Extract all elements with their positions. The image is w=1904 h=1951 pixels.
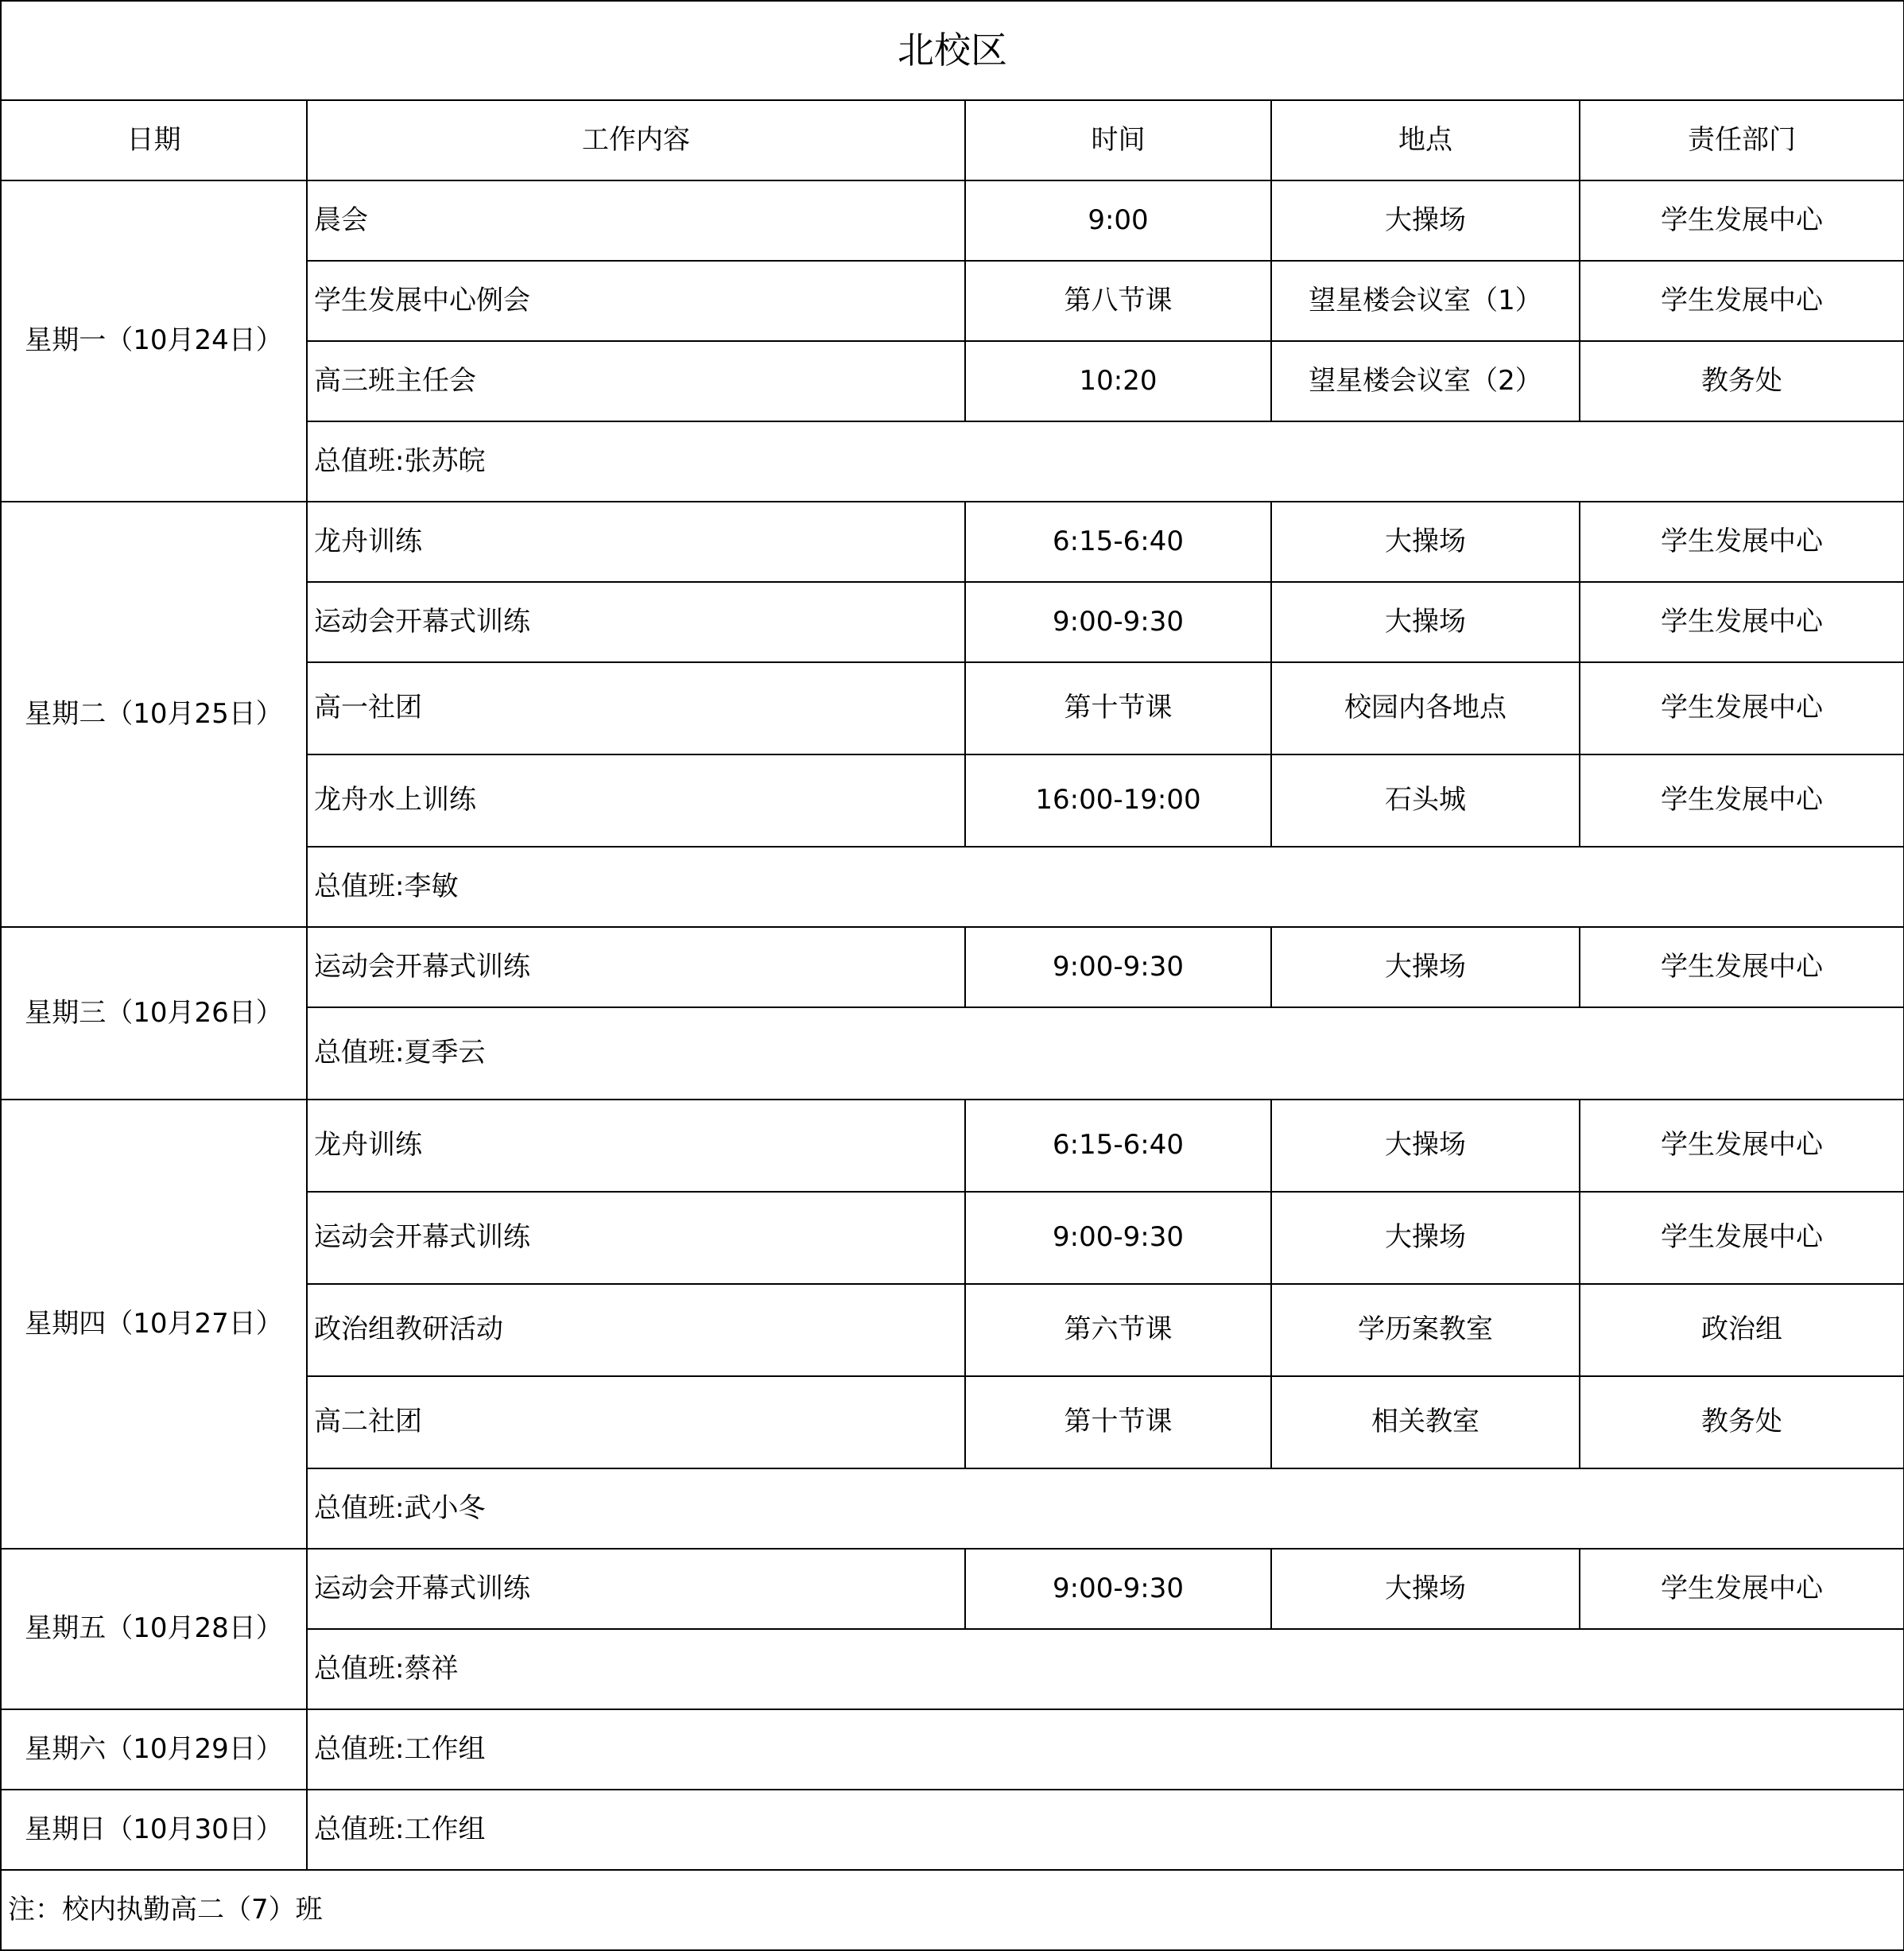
place-cell: 大操场: [1271, 1192, 1580, 1284]
table-row: [1, 927, 1904, 1007]
place-cell: 大操场: [1271, 927, 1580, 1007]
place-cell: 大操场: [1271, 1549, 1580, 1629]
duty-row: [1, 1790, 1904, 1870]
dept-cell: 学生发展中心: [1580, 582, 1904, 662]
time-cell: 第六节课: [965, 1284, 1271, 1376]
dept-cell: 学生发展中心: [1580, 1100, 1904, 1192]
content-cell: 高二社团: [307, 1376, 965, 1468]
dept-cell: 学生发展中心: [1580, 261, 1904, 341]
content-cell: 运动会开幕式训练: [307, 927, 965, 1007]
content-cell: 龙舟训练: [307, 1100, 965, 1192]
header-row: [1, 100, 1904, 180]
content-cell: 高三班主任会: [307, 341, 965, 421]
date-cell: 星期一（10月24日）: [1, 180, 307, 502]
content-cell: 运动会开幕式训练: [307, 582, 965, 662]
duty-cell: 总值班:工作组: [307, 1790, 1904, 1870]
duty-cell: 总值班:工作组: [307, 1709, 1904, 1790]
header-time: 时间: [965, 100, 1271, 180]
time-cell: 10:20: [965, 341, 1271, 421]
duty-cell: 总值班:武小冬: [307, 1468, 1904, 1549]
table-row: [1, 502, 1904, 582]
page-title: 北校区: [1, 1, 1904, 100]
header-dept: 责任部门: [1580, 100, 1904, 180]
content-cell: 晨会: [307, 180, 965, 261]
date-cell: 星期二（10月25日）: [1, 502, 307, 927]
dept-cell: 学生发展中心: [1580, 502, 1904, 582]
place-cell: 大操场: [1271, 1100, 1580, 1192]
content-cell: 龙舟训练: [307, 502, 965, 582]
dept-cell: 教务处: [1580, 341, 1904, 421]
time-cell: 第十节课: [965, 662, 1271, 754]
content-cell: 运动会开幕式训练: [307, 1549, 965, 1629]
duty-cell: 总值班:蔡祥: [307, 1629, 1904, 1709]
place-cell: 望星楼会议室（1）: [1271, 261, 1580, 341]
dept-cell: 学生发展中心: [1580, 662, 1904, 754]
header-place: 地点: [1271, 100, 1580, 180]
date-cell: 星期三（10月26日）: [1, 927, 307, 1100]
time-cell: 16:00-19:00: [965, 754, 1271, 847]
content-cell: 龙舟水上训练: [307, 754, 965, 847]
dept-cell: 学生发展中心: [1580, 1549, 1904, 1629]
table-row: [1, 180, 1904, 261]
place-cell: 大操场: [1271, 582, 1580, 662]
dept-cell: 学生发展中心: [1580, 1192, 1904, 1284]
place-cell: 校园内各地点: [1271, 662, 1580, 754]
table-row: [1, 1549, 1904, 1629]
duty-row: [1, 1709, 1904, 1790]
date-cell: 星期日（10月30日）: [1, 1790, 307, 1870]
time-cell: 6:15-6:40: [965, 1100, 1271, 1192]
table-row: [1, 1100, 1904, 1192]
time-cell: 9:00: [965, 180, 1271, 261]
time-cell: 第八节课: [965, 261, 1271, 341]
content-cell: 高一社团: [307, 662, 965, 754]
date-cell: 星期六（10月29日）: [1, 1709, 307, 1790]
time-cell: 9:00-9:30: [965, 1549, 1271, 1629]
content-cell: 学生发展中心例会: [307, 261, 965, 341]
date-cell: 星期四（10月27日）: [1, 1100, 307, 1549]
time-cell: 9:00-9:30: [965, 582, 1271, 662]
place-cell: 石头城: [1271, 754, 1580, 847]
time-cell: 9:00-9:30: [965, 1192, 1271, 1284]
time-cell: 第十节课: [965, 1376, 1271, 1468]
dept-cell: 学生发展中心: [1580, 180, 1904, 261]
dept-cell: 教务处: [1580, 1376, 1904, 1468]
place-cell: 学历案教室: [1271, 1284, 1580, 1376]
dept-cell: 学生发展中心: [1580, 754, 1904, 847]
place-cell: 相关教室: [1271, 1376, 1580, 1468]
content-cell: 运动会开幕式训练: [307, 1192, 965, 1284]
note-row: [1, 1870, 1904, 1950]
time-cell: 9:00-9:30: [965, 927, 1271, 1007]
time-cell: 6:15-6:40: [965, 502, 1271, 582]
header-content: 工作内容: [307, 100, 965, 180]
header-date: 日期: [1, 100, 307, 180]
place-cell: 望星楼会议室（2）: [1271, 341, 1580, 421]
duty-cell: 总值班:李敏: [307, 847, 1904, 927]
duty-cell: 总值班:夏季云: [307, 1007, 1904, 1100]
place-cell: 大操场: [1271, 180, 1580, 261]
duty-cell: 总值班:张苏皖: [307, 421, 1904, 502]
footnote: 注：校内执勤高二（7）班: [1, 1870, 1904, 1950]
dept-cell: 政治组: [1580, 1284, 1904, 1376]
content-cell: 政治组教研活动: [307, 1284, 965, 1376]
dept-cell: 学生发展中心: [1580, 927, 1904, 1007]
date-cell: 星期五（10月28日）: [1, 1549, 307, 1709]
place-cell: 大操场: [1271, 502, 1580, 582]
